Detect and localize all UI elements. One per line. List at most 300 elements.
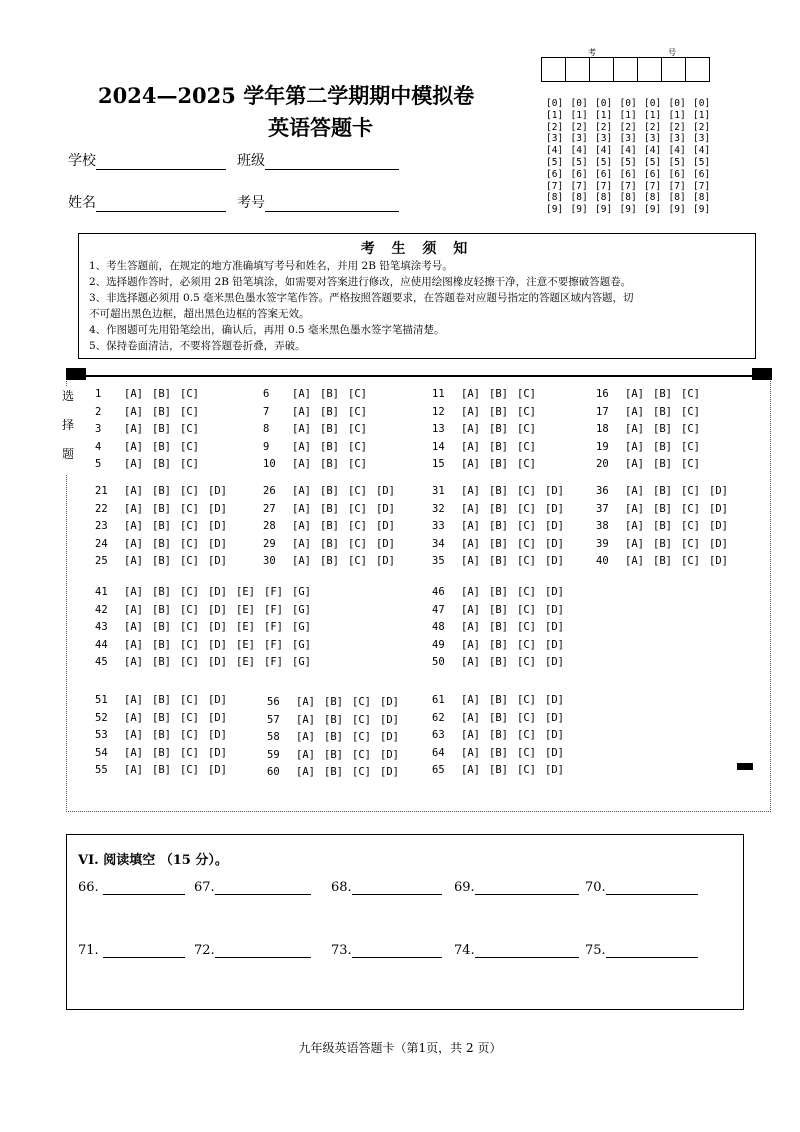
answer-bubble[interactable]: [A] [124,694,143,706]
digit-bubble[interactable]: [3] [644,133,662,145]
class-field[interactable] [237,150,399,170]
answer-bubble[interactable]: [C] [352,731,371,744]
answer-bubble[interactable]: [C] [348,458,367,471]
answer-bubble[interactable]: [A] [461,586,480,598]
answer-bubble[interactable]: [A] [292,458,311,471]
answer-bubble[interactable]: [C] [681,485,700,497]
answer-bubble[interactable]: [D] [376,537,395,550]
answer-bubble[interactable]: [D] [380,731,399,744]
digit-box[interactable] [661,57,686,82]
answer-bubble[interactable]: [D] [545,520,564,533]
digit-bubble[interactable]: [1] [644,109,662,121]
answer-bubble[interactable]: [B] [320,440,339,453]
answer-bubble[interactable]: [B] [152,555,171,568]
answer-bubble[interactable]: [B] [489,764,508,777]
digit-bubble[interactable]: [2] [570,121,588,133]
answer-bubble[interactable]: [B] [489,405,508,418]
answer-bubble[interactable]: [C] [348,502,367,515]
answer-bubble[interactable]: [E] [236,586,255,598]
answer-bubble[interactable]: [B] [489,502,508,515]
digit-bubble[interactable]: [3] [546,133,564,145]
answer-bubble[interactable]: [B] [653,502,672,515]
answer-bubble[interactable]: [D] [208,746,227,759]
answer-bubble[interactable]: [D] [208,711,227,724]
answer-bubble[interactable]: [B] [152,764,171,777]
digit-bubble[interactable]: [7] [668,180,686,192]
answer-bubble[interactable]: [A] [124,458,143,471]
digit-box[interactable] [541,57,566,82]
answer-bubble[interactable]: [C] [348,537,367,550]
answer-bubble[interactable]: [B] [489,729,508,742]
answer-bubble[interactable]: [D] [208,520,227,533]
answer-bubble[interactable]: [A] [461,520,480,533]
answer-bubble[interactable]: [A] [124,621,143,634]
digit-bubble[interactable]: [9] [546,204,564,216]
answer-bubble[interactable]: [F] [264,586,283,598]
answer-bubble[interactable]: [C] [348,440,367,453]
answer-bubble[interactable]: [A] [292,423,311,436]
digit-bubble[interactable]: [1] [570,109,588,121]
answer-bubble[interactable]: [A] [292,405,311,418]
answer-bubble[interactable]: [A] [461,656,480,669]
answer-bubble[interactable]: [D] [545,729,564,742]
digit-bubble[interactable]: [4] [644,145,662,157]
digit-bubble[interactable]: [5] [644,156,662,168]
answer-bubble[interactable]: [B] [152,423,171,436]
answer-bubble[interactable]: [B] [489,485,508,497]
answer-bubble[interactable]: [C] [180,711,199,724]
answer-bubble[interactable]: [B] [152,656,171,669]
answer-bubble[interactable]: [B] [653,388,672,400]
answer-bubble[interactable]: [B] [320,458,339,471]
answer-bubble[interactable]: [A] [124,537,143,550]
answer-bubble[interactable]: [C] [180,458,199,471]
answer-bubble[interactable]: [B] [324,748,343,761]
answer-bubble[interactable]: [C] [681,537,700,550]
answer-bubble[interactable]: [C] [517,485,536,497]
answer-bubble[interactable]: [B] [489,603,508,616]
answer-blank-68[interactable] [331,880,442,895]
answer-bubble[interactable]: [D] [545,656,564,669]
digit-bubble[interactable]: [3] [570,133,588,145]
answer-bubble[interactable]: [A] [124,520,143,533]
answer-bubble[interactable]: [B] [152,502,171,515]
answer-bubble[interactable]: [B] [152,485,171,497]
answer-bubble[interactable]: [C] [348,485,367,497]
answer-bubble[interactable]: [A] [461,485,480,497]
digit-bubble[interactable]: [6] [619,168,637,180]
digit-bubble[interactable]: [3] [693,133,711,145]
answer-bubble[interactable]: [A] [461,405,480,418]
digit-bubble[interactable]: [1] [619,109,637,121]
answer-bubble[interactable]: [B] [152,711,171,724]
digit-bubble[interactable]: [1] [546,109,564,121]
answer-bubble[interactable]: [B] [152,520,171,533]
answer-bubble[interactable]: [E] [236,603,255,616]
answer-bubble[interactable]: [A] [461,458,480,471]
answer-bubble[interactable]: [B] [489,694,508,706]
answer-bubble[interactable]: [C] [681,440,700,453]
answer-bubble[interactable]: [C] [681,555,700,568]
answer-bubble[interactable]: [B] [152,440,171,453]
answer-bubble[interactable]: [C] [681,423,700,436]
answer-bubble[interactable]: [A] [461,729,480,742]
answer-bubble[interactable]: [D] [545,586,564,598]
digit-bubble[interactable]: [4] [595,145,613,157]
answer-bubble[interactable]: [D] [208,485,227,497]
digit-bubble[interactable]: [9] [668,204,686,216]
answer-bubble[interactable]: [D] [545,711,564,724]
digit-box[interactable] [565,57,590,82]
digit-bubble[interactable]: [6] [668,168,686,180]
answer-bubble[interactable]: [A] [124,388,143,400]
digit-bubble[interactable]: [1] [693,109,711,121]
digit-bubble[interactable]: [0] [668,98,686,109]
answer-bubble[interactable]: [B] [320,405,339,418]
digit-bubble[interactable]: [2] [546,121,564,133]
answer-bubble[interactable]: [A] [625,502,644,515]
answer-bubble[interactable]: [A] [124,502,143,515]
answer-bubble[interactable]: [A] [461,746,480,759]
answer-bubble[interactable]: [B] [653,440,672,453]
digit-bubble[interactable]: [8] [668,192,686,204]
answer-bubble[interactable]: [E] [236,656,255,669]
answer-bubble[interactable]: [C] [517,746,536,759]
answer-bubble[interactable]: [B] [653,405,672,418]
answer-bubble[interactable]: [B] [489,656,508,669]
answer-bubble[interactable]: [B] [324,696,343,708]
answer-bubble[interactable]: [C] [180,405,199,418]
answer-bubble[interactable]: [B] [152,729,171,742]
answer-bubble[interactable]: [C] [681,458,700,471]
answer-bubble[interactable]: [D] [545,746,564,759]
answer-bubble[interactable]: [C] [180,694,199,706]
digit-bubble[interactable]: [2] [668,121,686,133]
digit-bubble[interactable]: [4] [668,145,686,157]
answer-bubble[interactable]: [C] [180,621,199,634]
answer-bubble[interactable]: [A] [124,555,143,568]
answer-bubble[interactable]: [A] [461,440,480,453]
answer-bubble[interactable]: [A] [461,764,480,777]
answer-bubble[interactable]: [D] [376,520,395,533]
digit-bubble[interactable]: [3] [619,133,637,145]
digit-bubble[interactable]: [9] [570,204,588,216]
answer-bubble[interactable]: [F] [264,638,283,651]
answer-bubble[interactable]: [B] [152,586,171,598]
answer-bubble[interactable]: [B] [320,502,339,515]
digit-bubble[interactable]: [0] [595,98,613,109]
answer-blank-71[interactable] [78,943,185,958]
answer-bubble[interactable]: [A] [124,729,143,742]
digit-bubble[interactable]: [9] [644,204,662,216]
answer-bubble[interactable]: [D] [208,603,227,616]
exam-number-field[interactable] [237,192,399,212]
digit-bubble[interactable]: [7] [619,180,637,192]
answer-bubble[interactable]: [C] [348,520,367,533]
answer-bubble[interactable]: [A] [124,764,143,777]
school-field[interactable] [68,150,226,170]
answer-bubble[interactable]: [B] [152,638,171,651]
answer-bubble[interactable]: [D] [545,638,564,651]
answer-bubble[interactable]: [B] [489,440,508,453]
answer-bubble[interactable]: [B] [152,388,171,400]
answer-bubble[interactable]: [C] [517,656,536,669]
answer-bubble[interactable]: [D] [208,694,227,706]
answer-bubble[interactable]: [C] [348,388,367,400]
digit-bubble[interactable]: [5] [668,156,686,168]
answer-bubble[interactable]: [B] [653,423,672,436]
answer-bubble[interactable]: [B] [653,520,672,533]
answer-bubble[interactable]: [A] [461,423,480,436]
answer-blank-72[interactable] [194,943,311,958]
answer-bubble[interactable]: [D] [545,764,564,777]
answer-bubble[interactable]: [G] [292,638,311,651]
answer-bubble[interactable]: [D] [376,485,395,497]
answer-bubble[interactable]: [C] [348,423,367,436]
answer-bubble[interactable]: [C] [180,485,199,497]
answer-bubble[interactable]: [D] [709,520,728,533]
digit-box[interactable] [685,57,710,82]
answer-bubble[interactable]: [D] [208,729,227,742]
answer-bubble[interactable]: [B] [489,423,508,436]
answer-bubble[interactable]: [C] [681,405,700,418]
answer-bubble[interactable]: [C] [180,537,199,550]
digit-bubble[interactable]: [5] [546,156,564,168]
answer-bubble[interactable]: [B] [653,537,672,550]
answer-bubble[interactable]: [C] [681,388,700,400]
answer-bubble[interactable]: [A] [461,694,480,706]
answer-bubble[interactable]: [F] [264,603,283,616]
answer-bubble[interactable]: [A] [461,638,480,651]
digit-bubble[interactable]: [8] [570,192,588,204]
answer-bubble[interactable]: [C] [517,502,536,515]
answer-bubble[interactable]: [C] [348,555,367,568]
answer-bubble[interactable]: [C] [517,621,536,634]
answer-bubble[interactable]: [B] [489,746,508,759]
digit-bubble[interactable]: [7] [644,180,662,192]
digit-bubble[interactable]: [9] [619,204,637,216]
answer-bubble[interactable]: [B] [320,555,339,568]
answer-bubble[interactable]: [C] [180,502,199,515]
answer-bubble[interactable]: [D] [208,656,227,669]
answer-bubble[interactable]: [A] [292,520,311,533]
answer-bubble[interactable]: [B] [152,694,171,706]
answer-bubble[interactable]: [A] [625,440,644,453]
digit-bubble[interactable]: [8] [595,192,613,204]
answer-bubble[interactable]: [A] [625,537,644,550]
digit-bubble[interactable]: [5] [595,156,613,168]
digit-bubble[interactable]: [0] [644,98,662,109]
digit-bubble[interactable]: [8] [619,192,637,204]
answer-bubble[interactable]: [A] [625,555,644,568]
answer-bubble[interactable]: [C] [517,586,536,598]
answer-bubble[interactable]: [F] [264,656,283,669]
digit-bubble[interactable]: [0] [693,98,711,109]
answer-blank-74[interactable] [454,943,579,958]
name-field[interactable] [68,192,226,212]
answer-bubble[interactable]: [C] [517,520,536,533]
digit-bubble[interactable]: [5] [570,156,588,168]
answer-bubble[interactable]: [B] [489,537,508,550]
answer-bubble[interactable]: [C] [517,423,536,436]
answer-bubble[interactable]: [D] [545,555,564,568]
answer-bubble[interactable]: [A] [124,746,143,759]
answer-bubble[interactable]: [A] [296,766,315,779]
answer-blank-70[interactable] [585,880,698,895]
digit-box[interactable] [637,57,662,82]
digit-bubble[interactable]: [6] [546,168,564,180]
answer-bubble[interactable]: [B] [653,555,672,568]
answer-bubble[interactable]: [C] [517,638,536,651]
answer-bubble[interactable]: [A] [292,440,311,453]
answer-blank-66[interactable] [78,880,185,895]
digit-bubble[interactable]: [9] [693,204,711,216]
answer-bubble[interactable]: [A] [625,405,644,418]
digit-bubble[interactable]: [6] [570,168,588,180]
digit-bubble[interactable]: [9] [595,204,613,216]
answer-bubble[interactable]: [A] [292,537,311,550]
answer-blank-75[interactable] [585,943,698,958]
answer-bubble[interactable]: [A] [124,638,143,651]
answer-bubble[interactable]: [A] [124,405,143,418]
digit-bubble[interactable]: [0] [570,98,588,109]
answer-bubble[interactable]: [F] [264,621,283,634]
answer-bubble[interactable]: [C] [352,766,371,779]
answer-bubble[interactable]: [B] [489,638,508,651]
answer-bubble[interactable]: [D] [545,502,564,515]
answer-bubble[interactable]: [D] [709,502,728,515]
answer-bubble[interactable]: [B] [489,520,508,533]
answer-bubble[interactable]: [C] [180,729,199,742]
answer-bubble[interactable]: [D] [709,555,728,568]
answer-bubble[interactable]: [G] [292,621,311,634]
answer-bubble[interactable]: [A] [296,713,315,726]
answer-bubble[interactable]: [B] [324,766,343,779]
answer-bubble[interactable]: [D] [545,485,564,497]
answer-blank-67[interactable] [194,880,311,895]
answer-bubble[interactable]: [G] [292,603,311,616]
answer-bubble[interactable]: [A] [124,656,143,669]
digit-bubble[interactable]: [8] [546,192,564,204]
answer-bubble[interactable]: [A] [461,711,480,724]
digit-bubble[interactable]: [2] [619,121,637,133]
answer-bubble[interactable]: [C] [348,405,367,418]
answer-bubble[interactable]: [A] [625,520,644,533]
answer-bubble[interactable]: [C] [180,520,199,533]
answer-bubble[interactable]: [B] [489,555,508,568]
digit-bubble[interactable]: [4] [546,145,564,157]
student-number-boxes[interactable] [542,57,710,82]
digit-bubble[interactable]: [2] [644,121,662,133]
answer-bubble[interactable]: [B] [320,423,339,436]
answer-bubble[interactable]: [C] [517,555,536,568]
digit-bubble[interactable]: [7] [546,180,564,192]
answer-bubble[interactable]: [A] [124,603,143,616]
digit-bubble[interactable]: [3] [668,133,686,145]
answer-bubble[interactable]: [B] [653,458,672,471]
answer-bubble[interactable]: [C] [352,748,371,761]
answer-bubble[interactable]: [C] [352,713,371,726]
answer-bubble[interactable]: [C] [681,520,700,533]
answer-bubble[interactable]: [D] [709,485,728,497]
answer-bubble[interactable]: [C] [352,696,371,708]
answer-bubble[interactable]: [E] [236,621,255,634]
digit-bubble[interactable]: [5] [693,156,711,168]
answer-bubble[interactable]: [E] [236,638,255,651]
answer-bubble[interactable]: [D] [380,766,399,779]
digit-bubble[interactable]: [7] [595,180,613,192]
answer-bubble[interactable]: [A] [296,748,315,761]
answer-bubble[interactable]: [A] [461,502,480,515]
answer-bubble[interactable]: [C] [180,638,199,651]
answer-bubble[interactable]: [C] [517,729,536,742]
answer-bubble[interactable]: [A] [124,586,143,598]
answer-bubble[interactable]: [C] [517,458,536,471]
digit-bubble[interactable]: [1] [595,109,613,121]
digit-bubble[interactable]: [2] [693,121,711,133]
answer-bubble[interactable]: [D] [208,764,227,777]
answer-bubble[interactable]: [D] [380,696,399,708]
digit-bubble[interactable]: [4] [570,145,588,157]
answer-bubble[interactable]: [D] [208,586,227,598]
answer-bubble[interactable]: [D] [380,713,399,726]
answer-bubble[interactable]: [D] [376,502,395,515]
answer-bubble[interactable]: [B] [653,485,672,497]
digit-bubble[interactable]: [3] [595,133,613,145]
answer-bubble[interactable]: [C] [517,405,536,418]
answer-blank-73[interactable] [331,943,442,958]
answer-bubble[interactable]: [A] [292,555,311,568]
answer-bubble[interactable]: [D] [208,502,227,515]
answer-bubble[interactable]: [B] [489,586,508,598]
answer-bubble[interactable]: [C] [681,502,700,515]
answer-bubble[interactable]: [C] [180,764,199,777]
answer-bubble[interactable]: [B] [489,388,508,400]
digit-bubble[interactable]: [6] [595,168,613,180]
answer-bubble[interactable]: [A] [461,388,480,400]
answer-bubble[interactable]: [C] [180,603,199,616]
answer-bubble[interactable]: [C] [517,764,536,777]
answer-bubble[interactable]: [D] [208,621,227,634]
answer-bubble[interactable]: [C] [517,388,536,400]
answer-bubble[interactable]: [D] [380,748,399,761]
answer-bubble[interactable]: [C] [517,603,536,616]
answer-bubble[interactable]: [A] [461,621,480,634]
answer-bubble[interactable]: [B] [152,621,171,634]
answer-bubble[interactable]: [A] [292,485,311,497]
digit-bubble[interactable]: [4] [693,145,711,157]
digit-bubble[interactable]: [6] [693,168,711,180]
answer-bubble[interactable]: [B] [320,537,339,550]
answer-bubble[interactable]: [C] [517,711,536,724]
answer-bubble[interactable]: [B] [152,603,171,616]
answer-bubble[interactable]: [A] [292,388,311,400]
answer-blank-69[interactable] [454,880,579,895]
answer-bubble[interactable]: [A] [461,603,480,616]
answer-bubble[interactable]: [B] [320,485,339,497]
answer-bubble[interactable]: [A] [625,423,644,436]
answer-bubble[interactable]: [D] [376,555,395,568]
answer-bubble[interactable]: [C] [517,537,536,550]
answer-bubble[interactable]: [G] [292,586,311,598]
digit-bubble[interactable]: [6] [644,168,662,180]
digit-bubble[interactable]: [7] [693,180,711,192]
answer-bubble[interactable]: [C] [180,388,199,400]
answer-bubble[interactable]: [C] [180,586,199,598]
answer-bubble[interactable]: [B] [489,621,508,634]
answer-bubble[interactable]: [A] [625,388,644,400]
answer-bubble[interactable]: [A] [625,458,644,471]
